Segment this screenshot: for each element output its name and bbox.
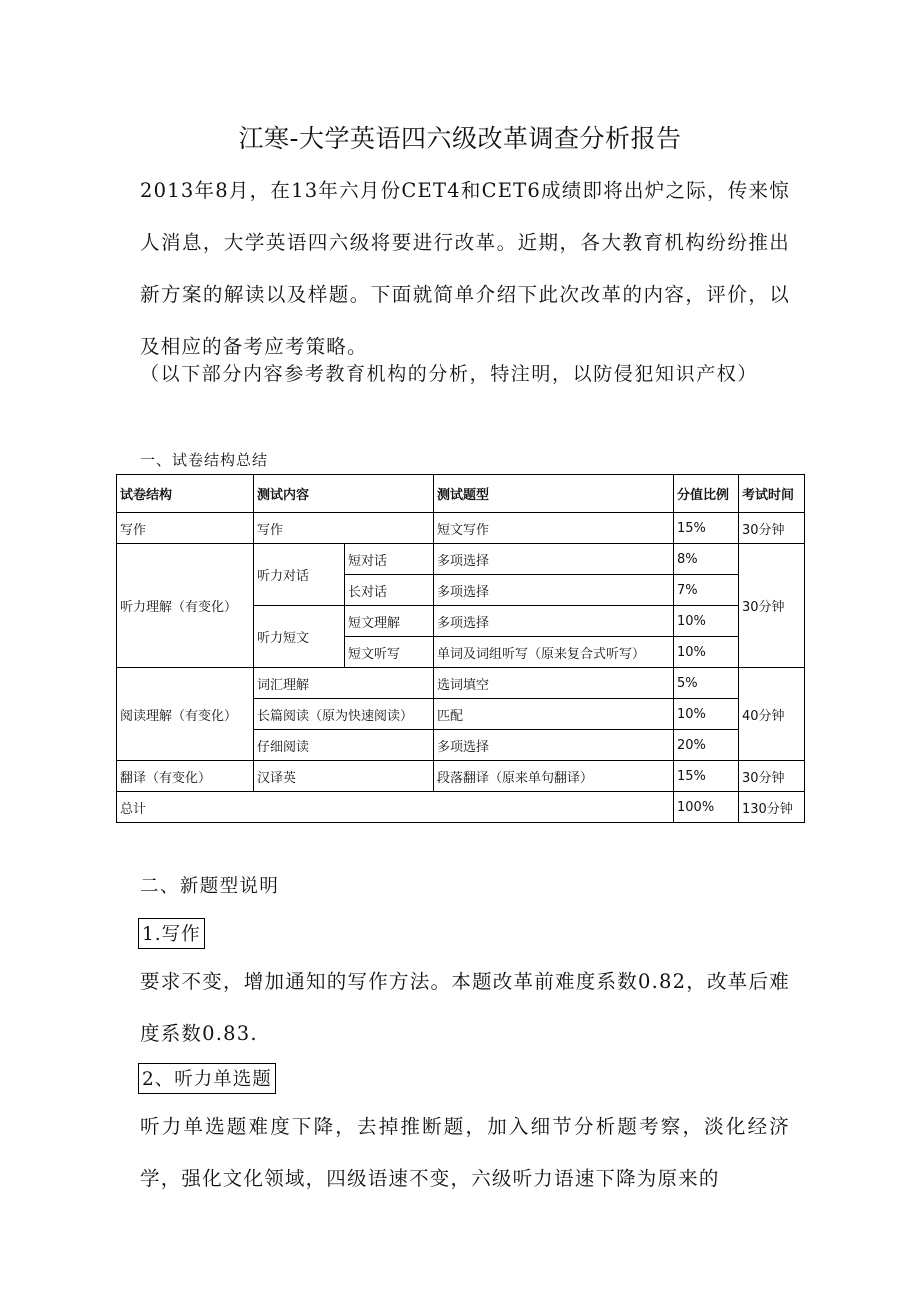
time-cell: 30分钟 bbox=[739, 544, 805, 668]
subcontent-cell: 长对话 bbox=[345, 575, 434, 606]
content-cell: 听力对话 bbox=[254, 544, 345, 606]
table-row bbox=[117, 513, 805, 544]
writing-paragraph: 要求不变，增加通知的写作方法。本题改革前难度系数0.82，改革后难度系数0.83. bbox=[140, 970, 790, 1045]
subcontent-cell: 短对话 bbox=[345, 544, 434, 575]
item-heading-listening: 2、听力单选题 bbox=[138, 1063, 276, 1094]
document-title: 江寒-大学英语四六级改革调查分析报告 bbox=[238, 124, 682, 153]
content-cell: 汉译英 bbox=[254, 761, 434, 792]
ratio-cell: 100% bbox=[674, 792, 739, 823]
header-cell: 分值比例 bbox=[674, 475, 739, 513]
type-cell: 短文写作 bbox=[434, 513, 674, 544]
ratio-cell: 15% bbox=[674, 513, 739, 544]
total-label-cell: 总计 bbox=[117, 792, 674, 823]
citation-note: （以下部分内容参考教育机构的分析，特注明，以防侵犯知识产权） bbox=[140, 363, 759, 385]
table-header-row bbox=[117, 475, 805, 513]
subcontent-cell: 短文理解 bbox=[345, 606, 434, 637]
ratio-cell: 7% bbox=[674, 575, 739, 606]
table-row bbox=[117, 761, 805, 792]
time-cell: 30分钟 bbox=[739, 513, 805, 544]
ratio-cell: 10% bbox=[674, 637, 739, 668]
table-row bbox=[117, 668, 805, 699]
content-cell: 听力短文 bbox=[254, 606, 345, 668]
type-cell: 段落翻译（原来单句翻译） bbox=[434, 761, 674, 792]
type-cell: 多项选择 bbox=[434, 544, 674, 575]
header-cell: 试卷结构 bbox=[117, 475, 254, 513]
exam-structure-table bbox=[116, 474, 805, 823]
content-cell: 仔细阅读 bbox=[254, 730, 434, 761]
intro-paragraph: 2013年8月，在13年六月份CET4和CET6成绩即将出炉之际，传来惊人消息，大学英语四六级将要进行改革。近期，各大教育机构纷纷推出新方案的解读以及样题。下面就简单介绍下此次改革的内容，评价，以及相应的备考应考策略。 bbox=[140, 179, 790, 358]
section-cell: 写作 bbox=[117, 513, 254, 544]
type-cell: 多项选择 bbox=[434, 606, 674, 637]
ratio-cell: 10% bbox=[674, 699, 739, 730]
time-cell: 30分钟 bbox=[739, 761, 805, 792]
table-row bbox=[117, 792, 805, 823]
ratio-cell: 5% bbox=[674, 668, 739, 699]
type-cell: 单词及词组听写（原来复合式听写） bbox=[434, 637, 674, 668]
table-row bbox=[117, 544, 805, 575]
section-heading-new-types: 二、新题型说明 bbox=[140, 876, 280, 897]
header-cell: 测试内容 bbox=[254, 475, 434, 513]
time-cell: 130分钟 bbox=[739, 792, 805, 823]
ratio-cell: 8% bbox=[674, 544, 739, 575]
content-cell: 词汇理解 bbox=[254, 668, 434, 699]
section-heading-structure: 一、试卷结构总结 bbox=[140, 451, 269, 469]
section-cell: 阅读理解（有变化） bbox=[117, 668, 254, 761]
section-cell: 翻译（有变化） bbox=[117, 761, 254, 792]
header-cell: 考试时间 bbox=[739, 475, 805, 513]
item-heading-writing: 1.写作 bbox=[138, 918, 205, 949]
subcontent-cell: 短文听写 bbox=[345, 637, 434, 668]
listening-paragraph: 听力单选题难度下降，去掉推断题，加入细节分析题考察，淡化经济学，强化文化领域，四级语速不变，六级听力语速下降为原来的 bbox=[140, 1115, 790, 1190]
time-cell: 40分钟 bbox=[739, 668, 805, 761]
type-cell: 多项选择 bbox=[434, 730, 674, 761]
type-cell: 匹配 bbox=[434, 699, 674, 730]
ratio-cell: 15% bbox=[674, 761, 739, 792]
type-cell: 选词填空 bbox=[434, 668, 674, 699]
header-cell: 测试题型 bbox=[434, 475, 674, 513]
section-cell: 听力理解（有变化） bbox=[117, 544, 254, 668]
ratio-cell: 10% bbox=[674, 606, 739, 637]
type-cell: 多项选择 bbox=[434, 575, 674, 606]
content-cell: 写作 bbox=[254, 513, 434, 544]
ratio-cell: 20% bbox=[674, 730, 739, 761]
content-cell: 长篇阅读（原为快速阅读） bbox=[254, 699, 434, 730]
